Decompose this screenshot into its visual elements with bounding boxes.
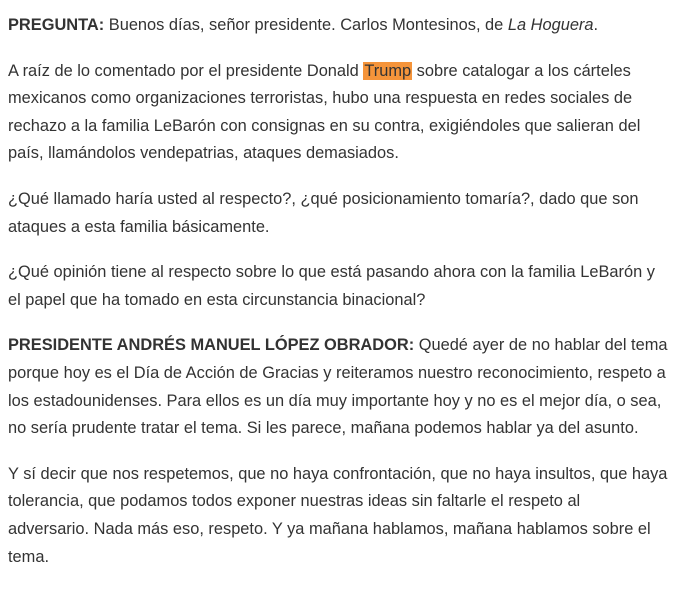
line: ¿Qué llamado haría usted al respecto?, ¿qué posicionamiento tomaría?, dado que son — [8, 189, 639, 208]
speaker-label-question: PREGUNTA: — [8, 16, 105, 34]
line: rechazo a la familia LeBarón con consignas en su contra, exigiéndoles que salieran del — [8, 116, 641, 135]
line: Y sí decir que nos respetemos, que no haya confrontación, que no haya insultos, que haya — [8, 464, 668, 483]
line: no sería prudente tratar el tema. Si les parece, mañana podemos hablar ya del asunto. — [8, 419, 639, 438]
line: mexicanos como organizaciones terroristas, hubo una respuesta en redes sociales de — [8, 89, 633, 108]
line: el papel que ha tomado en esta circunstancia binacional? — [8, 290, 426, 309]
question-paragraph-3 — [8, 259, 678, 314]
text-segment: sobre catalogar a los cárteles — [412, 61, 631, 80]
speaker-label-president: PRESIDENTE ANDRÉS MANUEL LÓPEZ OBRADOR: — [8, 336, 415, 355]
answer-paragraph-2 — [8, 461, 678, 571]
greeting-text: Buenos días, señor presidente. Carlos Montesinos, de — [104, 16, 508, 34]
text-segment: Quedé ayer de no hablar del tema — [414, 336, 668, 355]
greeting-end: . — [593, 16, 599, 34]
question-paragraph — [8, 12, 678, 40]
line: país, llamándolos vendepatrias, ataques demasiados. — [8, 144, 399, 163]
line — [8, 332, 678, 360]
answer-paragraph — [8, 332, 678, 442]
text-segment: A raíz de lo comentado por el presidente Donald — [8, 61, 364, 80]
line: tolerancia, que podamos todos exponer nuestras ideas sin faltarle el respeto al — [8, 492, 581, 511]
outlet-name: La Hoguera — [507, 16, 594, 34]
line: los estadounidenses. Para ellos es un día muy importante hoy y no es el mejor día, o sea, — [8, 391, 662, 410]
line: ¿Qué opinión tiene al respecto sobre lo que está pasando ahora con la familia LeBarón y — [8, 263, 655, 282]
line: adversario. Nada más eso, respeto. Y ya mañana hablamos, mañana hablamos sobre el — [8, 519, 651, 538]
line: porque hoy es el Día de Acción de Gracias y reiteramos nuestro reconocimiento, respeto a — [8, 363, 666, 382]
line — [8, 58, 678, 86]
transcript-article — [8, 12, 678, 589]
search-highlight: Trump — [364, 61, 412, 80]
question-context-paragraph — [8, 58, 678, 168]
line: ataques a esta familia básicamente. — [8, 217, 270, 236]
question-paragraph-2 — [8, 186, 678, 241]
line: tema. — [8, 547, 49, 566]
